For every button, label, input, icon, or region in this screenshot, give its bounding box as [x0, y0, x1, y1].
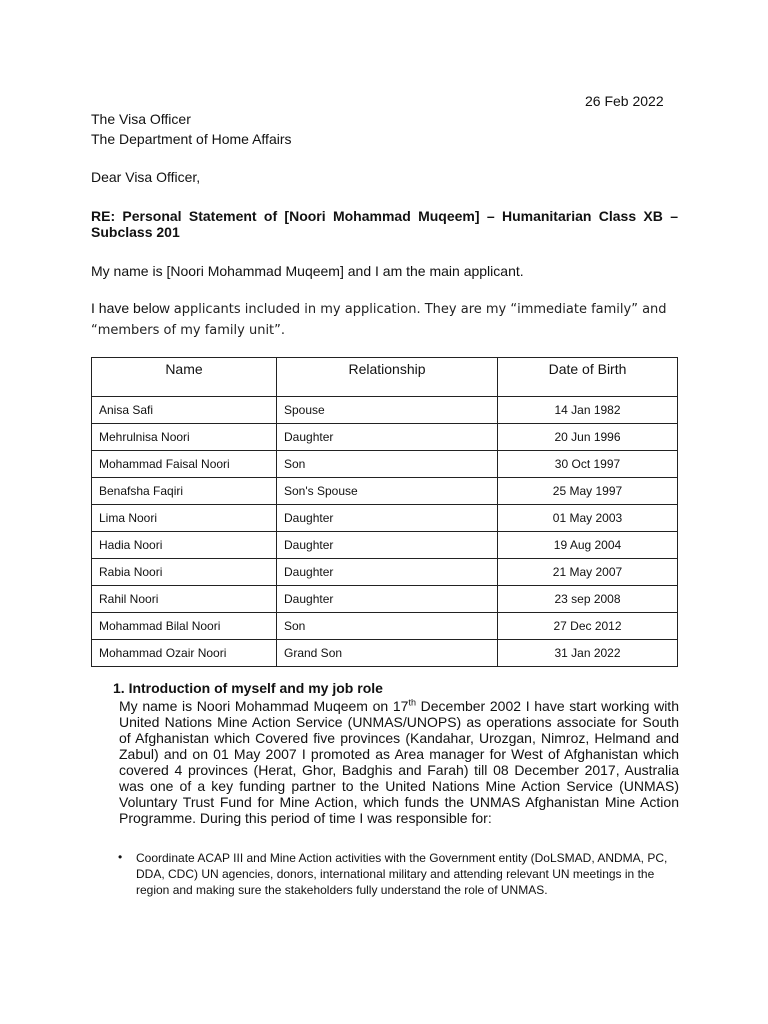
table-row	[92, 586, 678, 613]
bullet-item: Coordinate ACAP III and Mine Action activities with the Government entity (DoLSMAD, ANDMA, PC, DDA, CDC) UN agencies, donors, international military and attending relevant UN meetings in the region and making sure the stakeholders fully understand the role of UNMAS.	[136, 851, 668, 897]
subject-line-2: Subclass 201	[91, 224, 180, 240]
cell-relationship: Daughter	[277, 532, 498, 559]
table-row	[92, 397, 678, 424]
table-row	[92, 532, 678, 559]
cell-name: Mohammad Ozair Noori	[92, 640, 277, 667]
cell-name: Mehrulnisa Noori	[92, 424, 277, 451]
subject-line-1: RE: Personal Statement of [Noori Mohammad Muqeem] – Humanitarian Class XB –	[91, 208, 678, 224]
para-rest: December 2002 I have start working with United Nations Mine Action Service (UNMAS/UNOPS) as operations associate for South of Afghanistan which Covered five provinces (Kandahar, Urozgan, Nimroz, Helmand and Zabul) and on 01 May 2007 I promoted as Area manager for West of Afghanistan which covered 4 provinces (Herat, Ghor, Badghis and Farah) till 08 December 2017, Australia was one of a key funding partner to the United Nations Mine Action Service (UNMAS) Voluntary Trust Fund for Mine Action, which funds the UNMAS Afghanistan Mine Action Programme. During this period of time I was responsible for:	[119, 698, 679, 826]
cell-name: Rahil Noori	[92, 586, 277, 613]
recipient-department: The Department of Home Affairs	[91, 131, 292, 147]
cell-relationship: Son	[277, 613, 498, 640]
cell-name: Lima Noori	[92, 505, 277, 532]
table-row	[92, 478, 678, 505]
cell-dob: 25 May 1997	[498, 478, 678, 505]
cell-name: Benafsha Faqiri	[92, 478, 277, 505]
header-date-of-birth: Date of Birth	[498, 358, 678, 397]
ordinal-suffix: th	[408, 697, 416, 708]
table-row	[92, 640, 678, 667]
header-relationship: Relationship	[277, 358, 498, 397]
table-header-row	[92, 358, 678, 397]
applicants-lead: I have below	[91, 300, 170, 316]
cell-dob: 23 sep 2008	[498, 586, 678, 613]
cell-name: Hadia Noori	[92, 532, 277, 559]
cell-relationship: Daughter	[277, 586, 498, 613]
cell-relationship: Daughter	[277, 505, 498, 532]
salutation: Dear Visa Officer,	[91, 169, 201, 185]
cell-name: Rabia Noori	[92, 559, 277, 586]
cell-relationship: Spouse	[277, 397, 498, 424]
cell-relationship: Grand Son	[277, 640, 498, 667]
cell-dob: 27 Dec 2012	[498, 613, 678, 640]
table-row	[92, 505, 678, 532]
cell-dob: 31 Jan 2022	[498, 640, 678, 667]
letter-date: 26 Feb 2022	[585, 93, 664, 109]
table-row	[92, 559, 678, 586]
cell-dob: 30 Oct 1997	[498, 451, 678, 478]
cell-relationship: Son's Spouse	[277, 478, 498, 505]
cell-relationship: Daughter	[277, 559, 498, 586]
cell-dob: 21 May 2007	[498, 559, 678, 586]
recipient-title: The Visa Officer	[91, 111, 191, 127]
applicants-rest: applicants included in my application. They are my “immediate family” and “members of my family unit”.	[91, 302, 667, 338]
section-paragraph	[119, 698, 679, 826]
bullet-icon: •	[118, 850, 123, 864]
table-row	[92, 613, 678, 640]
cell-relationship: Daughter	[277, 424, 498, 451]
cell-name: Mohammad Faisal Noori	[92, 451, 277, 478]
para-start: My name is Noori Mohammad Muqeem on 17	[119, 698, 409, 714]
cell-dob: 19 Aug 2004	[498, 532, 678, 559]
intro-sentence: My name is [Noori Mohammad Muqeem] and I am the main applicant.	[91, 263, 524, 279]
applicants-paragraph	[91, 298, 681, 341]
cell-dob: 20 Jun 1996	[498, 424, 678, 451]
header-name: Name	[92, 358, 277, 397]
section-heading: 1. Introduction of myself and my job role	[113, 680, 383, 696]
cell-dob: 01 May 2003	[498, 505, 678, 532]
cell-name: Mohammad Bilal Noori	[92, 613, 277, 640]
table-row	[92, 451, 678, 478]
table-row	[92, 424, 678, 451]
cell-dob: 14 Jan 1982	[498, 397, 678, 424]
family-table	[91, 357, 678, 667]
cell-name: Anisa Safi	[92, 397, 277, 424]
cell-relationship: Son	[277, 451, 498, 478]
